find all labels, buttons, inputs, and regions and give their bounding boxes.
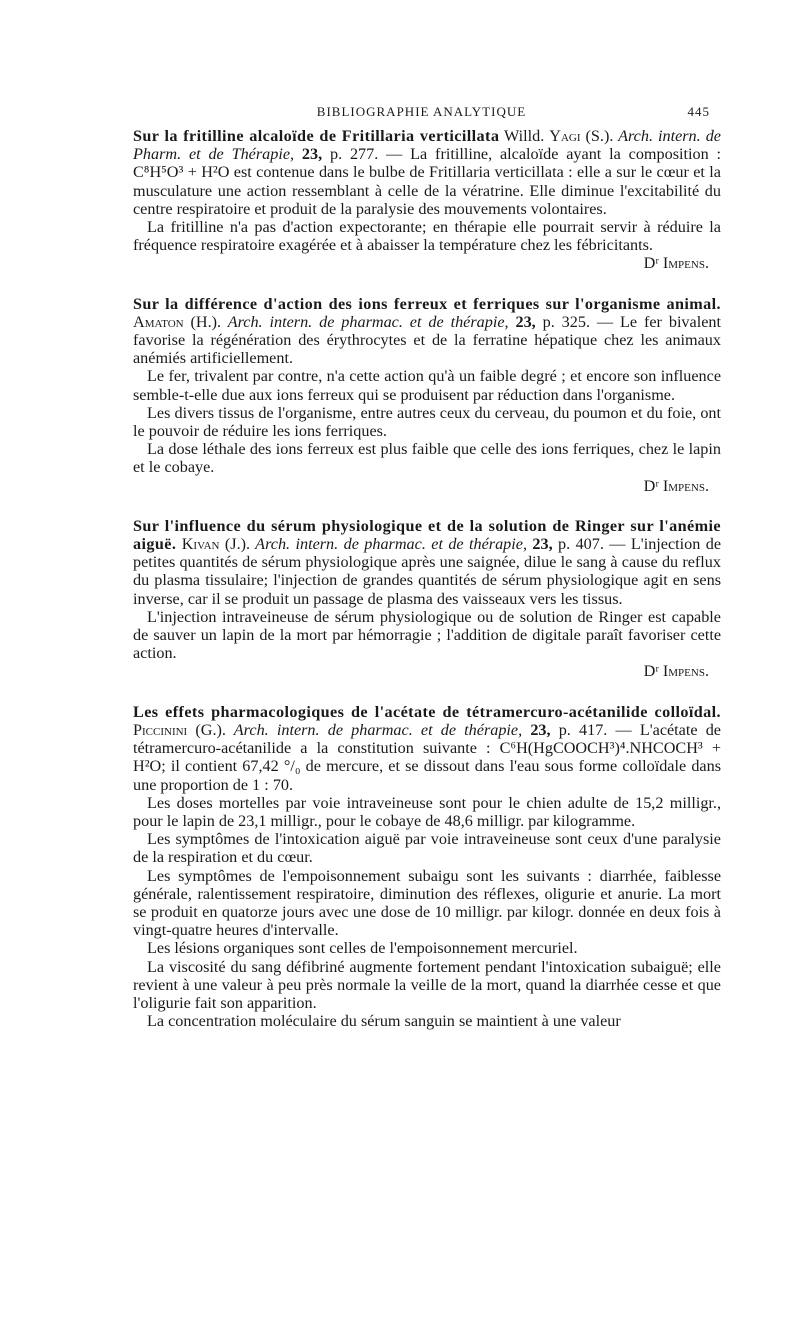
article-lead	[133, 517, 721, 608]
running-title: BIBLIOGRAPHIE ANALYTIQUE	[316, 104, 527, 119]
signature-line	[133, 662, 721, 680]
article-title: Les effets pharmacologiques de l'acétate de tétramercuro-acétanilide colloïdal.	[133, 702, 721, 721]
article-paragraph: La viscosité du sang défibriné augmente fortement pendant l'intoxication subaiguë; elle revient à une valeur à peu près normale la veille de la mort, quand la diarrhée cesse et que l'oligurie fait son apparition.	[133, 957, 721, 1012]
article-lead	[133, 127, 721, 218]
article-author: Amaton (H.).	[133, 312, 222, 331]
journal-name: Arch. intern. de pharmac. et de thérapie,	[250, 535, 528, 554]
journal-volume: 23,	[294, 145, 323, 164]
article-lead	[133, 295, 721, 368]
journal-volume: 23,	[527, 535, 553, 554]
signature: Dʳ Impens.	[643, 662, 709, 681]
article-summary: p. 417. — L'acétate de tétramercuro-acétanilide a la constitution suivante : C⁶H(HgCOOCH³)⁴.NHCOCH³ + H²O; il contient 67,42 °/₀ de mercure, et se dissout dans l'eau sous forme colloïdale dans une proportion de 1 : 70.	[133, 720, 721, 794]
journal-name: Arch. intern. de pharmac. et de thérapie,	[221, 312, 509, 331]
signature: Dʳ Impens.	[643, 254, 709, 273]
article	[133, 127, 721, 273]
article-title: Sur la fritilline alcaloïde de Fritillaria verticillata	[133, 127, 500, 145]
article-paragraph: Le fer, trivalent par contre, n'a cette action qu'à un faible degré ; et encore son influence semble-t-elle due aux ions ferreux qui se produisent par réduction dans l'organisme.	[133, 367, 721, 404]
journal-name: Arch. intern. de Pharm. et de Thérapie,	[133, 127, 721, 164]
article-list	[133, 127, 721, 1052]
author-tail: Willd.	[499, 127, 550, 145]
article-author: Piccinini (G.).	[133, 720, 226, 739]
article-paragraph: La dose léthale des ions ferreux est plus faible que celle des ions ferriques, chez le lapin et le cobaye.	[133, 440, 721, 477]
article	[133, 517, 721, 681]
article	[133, 295, 721, 495]
article-author: Yagi (S.).	[549, 127, 614, 145]
article-paragraph: La fritilline n'a pas d'action expectorante; en thérapie elle pourrait servir à réduire la fréquence respiratoire exagérée et à abaisser la température chez les fébricitants.	[133, 218, 721, 255]
article-paragraph: L'injection intraveineuse de sérum physiologique ou de solution de Ringer est capable de sauver un lapin de la mort par hémorragie ; l'addition de digitale paraît favoriser cette action.	[133, 607, 721, 663]
article-paragraph: Les symptômes de l'empoisonnement subaigu sont les suivants : diarrhée, faiblesse générale, ralentissement respiratoire, diminution des réflexes, oligurie et anurie. La mort se produit en quatorze jours avec une dose de 10 milligr. par kilogr. donnée en deux fois à vingt-quatre heures d'intervalle.	[133, 866, 721, 940]
signature: Dʳ Impens.	[643, 476, 709, 495]
journal-volume: 23,	[508, 312, 536, 331]
article-author: Kivan (J.).	[181, 535, 251, 554]
article-paragraph: Les divers tissus de l'organisme, entre autres ceux du cerveau, du poumon et du foie, ont le pouvoir de réduire les ions ferriques.	[133, 403, 721, 441]
article-paragraph: Les symptômes de l'intoxication aiguë par voie intraveineuse sont ceux d'une paralysie de la respiration et du cœur.	[133, 830, 721, 867]
article-summary: p. 325. — Le fer bivalent favorise la régénération des érythrocytes et de la ferratine hépatique chez les animaux anémiés artificiellement.	[133, 312, 721, 368]
page-number: 445	[687, 104, 710, 119]
article-paragraph: La concentration moléculaire du sérum sanguin se maintient à une valeur	[147, 1012, 621, 1031]
article	[133, 703, 721, 1031]
signature-line	[133, 254, 721, 272]
article-lead	[133, 703, 721, 794]
article-paragraph: Les lésions organiques sont celles de l'empoisonnement mercuriel.	[147, 939, 578, 958]
signature-line	[133, 477, 721, 495]
article-title: Sur l'influence du sérum physiologique et de la solution de Ringer sur l'anémie aiguë.	[133, 516, 721, 554]
running-head	[133, 104, 710, 124]
article-summary: p. 277. — La fritilline, alcaloïde ayant la composition : C⁸H⁵O³ + H²O est contenue dans le bulbe de Fritillaria verticillata : elle a sur le cœur et la musculature une action ressemblant à celle de la vératrine. Elle diminue l'excitabilité du centre respiratoire et produit de la paralysie des mouvements volontaires.	[133, 145, 722, 218]
article-summary: p. 407. — L'injection de petites quantités de sérum physiologique après une saignée, dilue le sang à cause du reflux du plasma tissulaire; l'injection de grandes quantités de sérum physiologique agit en sens inverse, car il se produit un passage de plasma des vaisseaux vers les tissus.	[133, 535, 722, 608]
journal-volume: 23,	[522, 720, 551, 739]
journal-name: Arch. intern. de pharmac. et de thérapie,	[225, 720, 523, 739]
article-paragraph: Les doses mortelles par voie intraveineuse sont pour le chien adulte de 15,2 milligr., pour le lapin de 23,1 milligr., pour le cobaye de 48,6 milligr. par kilogramme.	[133, 793, 721, 830]
article-title: Sur la différence d'action des ions ferreux et ferriques sur l'organisme animal.	[133, 294, 721, 313]
